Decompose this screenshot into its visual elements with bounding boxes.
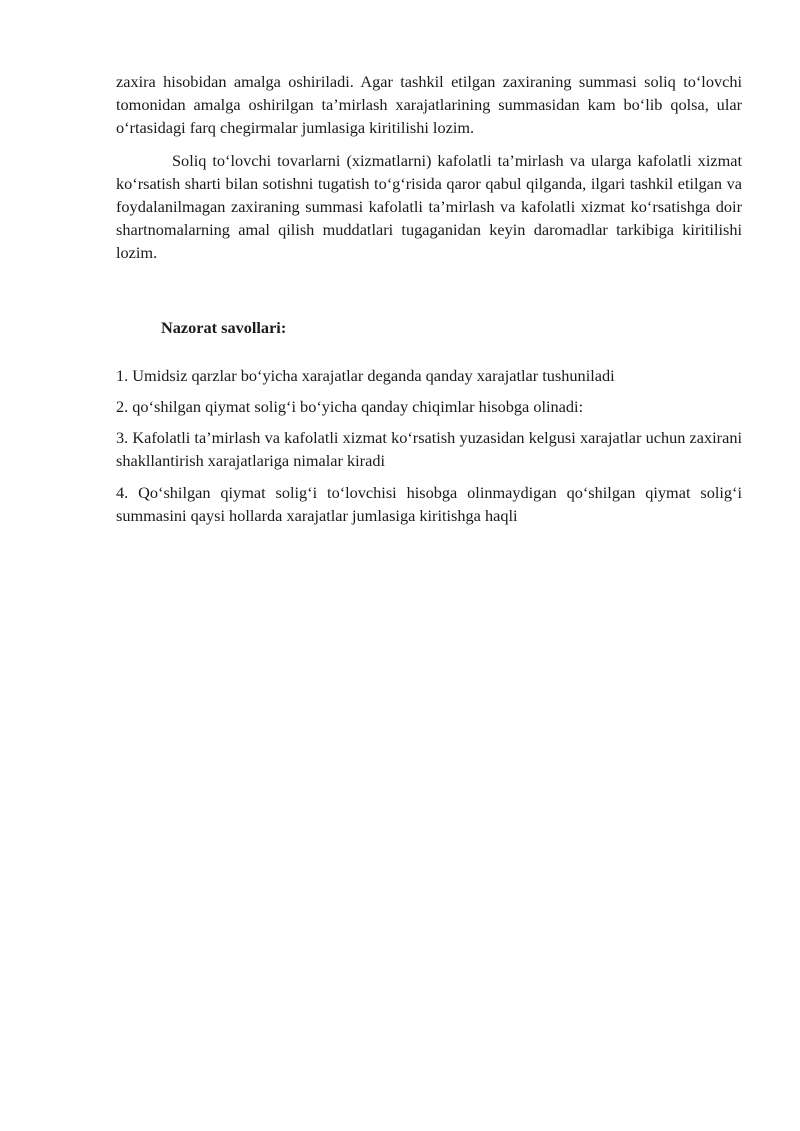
section-heading: Nazorat savollari:: [161, 317, 287, 337]
question-item: 1. Umidsiz qarzlar bo‘yicha xarajatlar deganda qanday xarajatlar tushuniladi: [116, 365, 615, 385]
questions-list: [116, 364, 742, 527]
question-item: 4. Qo‘shilgan qiymat solig‘i to‘lovchisi hisobga olinmaydigan qo‘shilgan qiymat solig‘i summasini qaysi hollarda xarajatlar jumlasiga kiritishga haqli: [116, 482, 742, 525]
paragraph-warranty-reserve: Soliq to‘lovchi tovarlarni (xizmatlarni) kafolatli ta’mirlash va ularga kafolatli xizmat ko‘rsatish sharti bilan sotishni tugatish to‘g‘risida qaror qabul qilganda, ilgari tashkil etilgan va foydalanilmagan zaxiraning summasi kafolatli ta’mirlash va kafolatli xizmat ko‘rsatishga doir shartnomalarning amal qilish muddatlari tugaganidan keyin daromadlar tarkibiga kiritilishi lozim.: [116, 150, 742, 263]
document-page: [116, 70, 742, 527]
paragraph-continuation: zaxira hisobidan amalga oshiriladi. Agar tashkil etilgan zaxiraning summasi soliq to‘lovchi tomonidan amalga oshirilgan ta’mirlash xarajatlarining summasidan kam bo‘lib qolsa, ular o‘rtasidagi farq chegirmalar jumlasiga kiritilishi lozim.: [116, 72, 742, 138]
question-item: 2. qo‘shilgan qiymat solig‘i bo‘yicha qanday chiqimlar hisobga olinadi:: [116, 397, 584, 417]
question-item: 3. Kafolatli ta’mirlash va kafolatli xizmat ko‘rsatish yuzasidan kelgusi xarajatlar uchun zaxirani shakllantirish xarajatlariga nimalar kiradi: [116, 428, 742, 471]
